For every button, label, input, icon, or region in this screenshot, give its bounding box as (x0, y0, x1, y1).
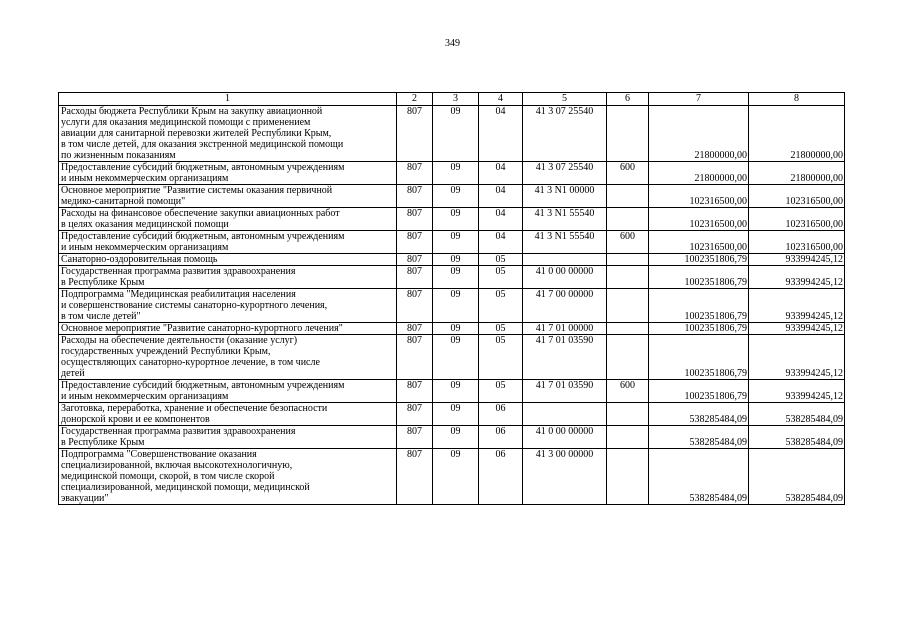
expense-type-code: 600 (607, 162, 649, 185)
amount-year-1: 1002351806,79 (649, 289, 749, 323)
column-header-7: 7 (649, 93, 749, 106)
amount-year-2: 933994245,12 (749, 335, 845, 380)
row-description-line: Расходы бюджета Республики Крым на закупку авиационной (61, 106, 323, 117)
subsection-code: 04 (479, 208, 523, 231)
ministry-code: 807 (397, 208, 433, 231)
row-description-line: специализированной, включая высокотехнологичную, (61, 460, 293, 471)
amount-year-1: 21800000,00 (649, 162, 749, 185)
row-description-line: Подпрограмма "Совершенствование оказания (61, 449, 257, 460)
row-description (59, 185, 397, 208)
budget-table (58, 92, 845, 505)
row-description-line: в целях оказания медицинской помощи (61, 219, 229, 230)
expense-type-code (607, 323, 649, 335)
row-description-line: и совершенствование системы санаторно-курортного лечения, (61, 300, 328, 311)
amount-year-2: 933994245,12 (749, 254, 845, 266)
subsection-code: 05 (479, 380, 523, 403)
row-description-line: Санаторно-оздоровительная помощь (61, 254, 218, 265)
target-article-code: 41 3 N1 55540 (523, 208, 607, 231)
target-article-code: 41 0 00 00000 (523, 266, 607, 289)
row-description-line: осуществляющих санаторно-курортное лечение, в том числе (61, 357, 320, 368)
row-description-line: в том числе детей, для оказания экстренной медицинской помощи (61, 139, 344, 150)
row-description-line: донорской крови и ее компонентов (61, 414, 210, 425)
section-code: 09 (433, 323, 479, 335)
section-code: 09 (433, 289, 479, 323)
ministry-code: 807 (397, 185, 433, 208)
row-description (59, 266, 397, 289)
row-description (59, 231, 397, 254)
table-row (59, 289, 845, 323)
row-description (59, 449, 397, 505)
table-row (59, 185, 845, 208)
amount-year-1: 102316500,00 (649, 231, 749, 254)
subsection-code: 04 (479, 106, 523, 162)
column-header-4: 4 (479, 93, 523, 106)
row-description-line: Основное мероприятие "Развитие системы оказания первичной (61, 185, 333, 196)
subsection-code: 06 (479, 403, 523, 426)
row-description-line: Предоставление субсидий бюджетным, автономным учреждениям (61, 380, 345, 391)
amount-year-2: 933994245,12 (749, 323, 845, 335)
section-code: 09 (433, 185, 479, 208)
section-code: 09 (433, 231, 479, 254)
table-row (59, 231, 845, 254)
section-code: 09 (433, 106, 479, 162)
section-code: 09 (433, 426, 479, 449)
expense-type-code (607, 185, 649, 208)
row-description-line: медико-санитарной помощи" (61, 196, 186, 207)
subsection-code: 05 (479, 323, 523, 335)
amount-year-1: 1002351806,79 (649, 323, 749, 335)
target-article-code (523, 403, 607, 426)
table-row (59, 254, 845, 266)
subsection-code: 04 (479, 162, 523, 185)
ministry-code: 807 (397, 323, 433, 335)
row-description-line: специализированной, медицинской помощи, медицинской (61, 482, 310, 493)
ministry-code: 807 (397, 106, 433, 162)
column-header-3: 3 (433, 93, 479, 106)
row-description-line: авиации для санитарной перевозки жителей Республики Крым, (61, 128, 332, 139)
amount-year-2: 102316500,00 (749, 231, 845, 254)
ministry-code: 807 (397, 426, 433, 449)
amount-year-1: 102316500,00 (649, 185, 749, 208)
row-description-line: Государственная программа развития здравоохранения (61, 426, 296, 437)
section-code: 09 (433, 254, 479, 266)
column-header-5: 5 (523, 93, 607, 106)
row-description-line: в Республике Крым (61, 437, 145, 448)
column-header-8: 8 (749, 93, 845, 106)
ministry-code: 807 (397, 266, 433, 289)
section-code: 09 (433, 335, 479, 380)
ministry-code: 807 (397, 403, 433, 426)
column-header-6: 6 (607, 93, 649, 106)
column-header-2: 2 (397, 93, 433, 106)
expense-type-code (607, 426, 649, 449)
target-article-code: 41 3 N1 55540 (523, 231, 607, 254)
ministry-code: 807 (397, 162, 433, 185)
row-description (59, 380, 397, 403)
row-description-line: в Республике Крым (61, 277, 145, 288)
ministry-code: 807 (397, 254, 433, 266)
subsection-code: 04 (479, 231, 523, 254)
row-description-line: государственных учреждений Республики Крым, (61, 346, 271, 357)
row-description (59, 335, 397, 380)
row-description-line: Подпрограмма "Медицинская реабилитация населения (61, 289, 296, 300)
table-row (59, 106, 845, 162)
target-article-code: 41 0 00 00000 (523, 426, 607, 449)
row-description-line: Предоставление субсидий бюджетным, автономным учреждениям (61, 162, 345, 173)
subsection-code: 04 (479, 185, 523, 208)
amount-year-2: 538285484,09 (749, 426, 845, 449)
section-code: 09 (433, 266, 479, 289)
expense-type-code (607, 254, 649, 266)
row-description (59, 254, 397, 266)
header-row (59, 93, 845, 106)
subsection-code: 05 (479, 254, 523, 266)
table-row (59, 449, 845, 505)
amount-year-1: 1002351806,79 (649, 335, 749, 380)
ministry-code: 807 (397, 231, 433, 254)
subsection-code: 05 (479, 335, 523, 380)
amount-year-2: 538285484,09 (749, 449, 845, 505)
amount-year-1: 538285484,09 (649, 426, 749, 449)
target-article-code: 41 7 00 00000 (523, 289, 607, 323)
row-description-line: Расходы на обеспечение деятельности (оказание услуг) (61, 335, 298, 346)
row-description-line: услуги для оказания медицинской помощи с применением (61, 117, 311, 128)
ministry-code: 807 (397, 380, 433, 403)
section-code: 09 (433, 380, 479, 403)
ministry-code: 807 (397, 335, 433, 380)
expense-type-code (607, 335, 649, 380)
amount-year-2: 102316500,00 (749, 208, 845, 231)
subsection-code: 05 (479, 266, 523, 289)
row-description-line: медицинской помощи, скорой, в том числе скорой (61, 471, 275, 482)
row-description-line: Заготовка, переработка, хранение и обеспечение безопасности (61, 403, 328, 414)
row-description-line: Предоставление субсидий бюджетным, автономным учреждениям (61, 231, 345, 242)
target-article-code (523, 254, 607, 266)
subsection-code: 06 (479, 449, 523, 505)
table-row (59, 380, 845, 403)
row-description-line: по жизненным показаниям (61, 150, 176, 161)
table-body (59, 106, 845, 505)
expense-type-code: 600 (607, 380, 649, 403)
subsection-code: 05 (479, 289, 523, 323)
row-description-line: эвакуации" (61, 493, 109, 504)
expense-type-code (607, 266, 649, 289)
amount-year-1: 1002351806,79 (649, 380, 749, 403)
row-description-line: и иным некоммерческим организациям (61, 173, 229, 184)
row-description-line: Государственная программа развития здравоохранения (61, 266, 296, 277)
target-article-code: 41 3 N1 00000 (523, 185, 607, 208)
target-article-code: 41 3 00 00000 (523, 449, 607, 505)
ministry-code: 807 (397, 289, 433, 323)
row-description (59, 426, 397, 449)
amount-year-2: 538285484,09 (749, 403, 845, 426)
amount-year-2: 933994245,12 (749, 289, 845, 323)
table-row (59, 335, 845, 380)
row-description-line: и иным некоммерческим организациям (61, 391, 229, 402)
row-description-line: Расходы на финансовое обеспечение закупки авиационных работ (61, 208, 340, 219)
amount-year-1: 1002351806,79 (649, 266, 749, 289)
section-code: 09 (433, 449, 479, 505)
amount-year-2: 933994245,12 (749, 380, 845, 403)
amount-year-1: 1002351806,79 (649, 254, 749, 266)
target-article-code: 41 3 07 25540 (523, 162, 607, 185)
target-article-code: 41 3 07 25540 (523, 106, 607, 162)
page-number: 349 (445, 38, 460, 49)
subsection-code: 06 (479, 426, 523, 449)
expense-type-code: 600 (607, 231, 649, 254)
amount-year-1: 21800000,00 (649, 106, 749, 162)
expense-type-code (607, 289, 649, 323)
table-row (59, 323, 845, 335)
row-description (59, 208, 397, 231)
expense-type-code (607, 403, 649, 426)
column-header-1: 1 (59, 93, 397, 106)
expense-type-code (607, 449, 649, 505)
table-row (59, 426, 845, 449)
row-description (59, 403, 397, 426)
amount-year-2: 21800000,00 (749, 106, 845, 162)
row-description (59, 289, 397, 323)
section-code: 09 (433, 162, 479, 185)
expense-type-code (607, 106, 649, 162)
table-row (59, 162, 845, 185)
amount-year-2: 102316500,00 (749, 185, 845, 208)
section-code: 09 (433, 208, 479, 231)
table-row (59, 403, 845, 426)
target-article-code: 41 7 01 03590 (523, 380, 607, 403)
row-description-line: в том числе детей" (61, 311, 141, 322)
amount-year-2: 933994245,12 (749, 266, 845, 289)
expense-type-code (607, 208, 649, 231)
row-description-line: Основное мероприятие "Развитие санаторно-курортного лечения" (61, 323, 343, 334)
amount-year-1: 538285484,09 (649, 403, 749, 426)
row-description-line: детей (61, 368, 85, 379)
ministry-code: 807 (397, 449, 433, 505)
target-article-code: 41 7 01 00000 (523, 323, 607, 335)
row-description (59, 106, 397, 162)
row-description (59, 323, 397, 335)
section-code: 09 (433, 403, 479, 426)
table-row (59, 208, 845, 231)
amount-year-1: 538285484,09 (649, 449, 749, 505)
amount-year-2: 21800000,00 (749, 162, 845, 185)
table-row (59, 266, 845, 289)
target-article-code: 41 7 01 03590 (523, 335, 607, 380)
row-description (59, 162, 397, 185)
row-description-line: и иным некоммерческим организациям (61, 242, 229, 253)
amount-year-1: 102316500,00 (649, 208, 749, 231)
